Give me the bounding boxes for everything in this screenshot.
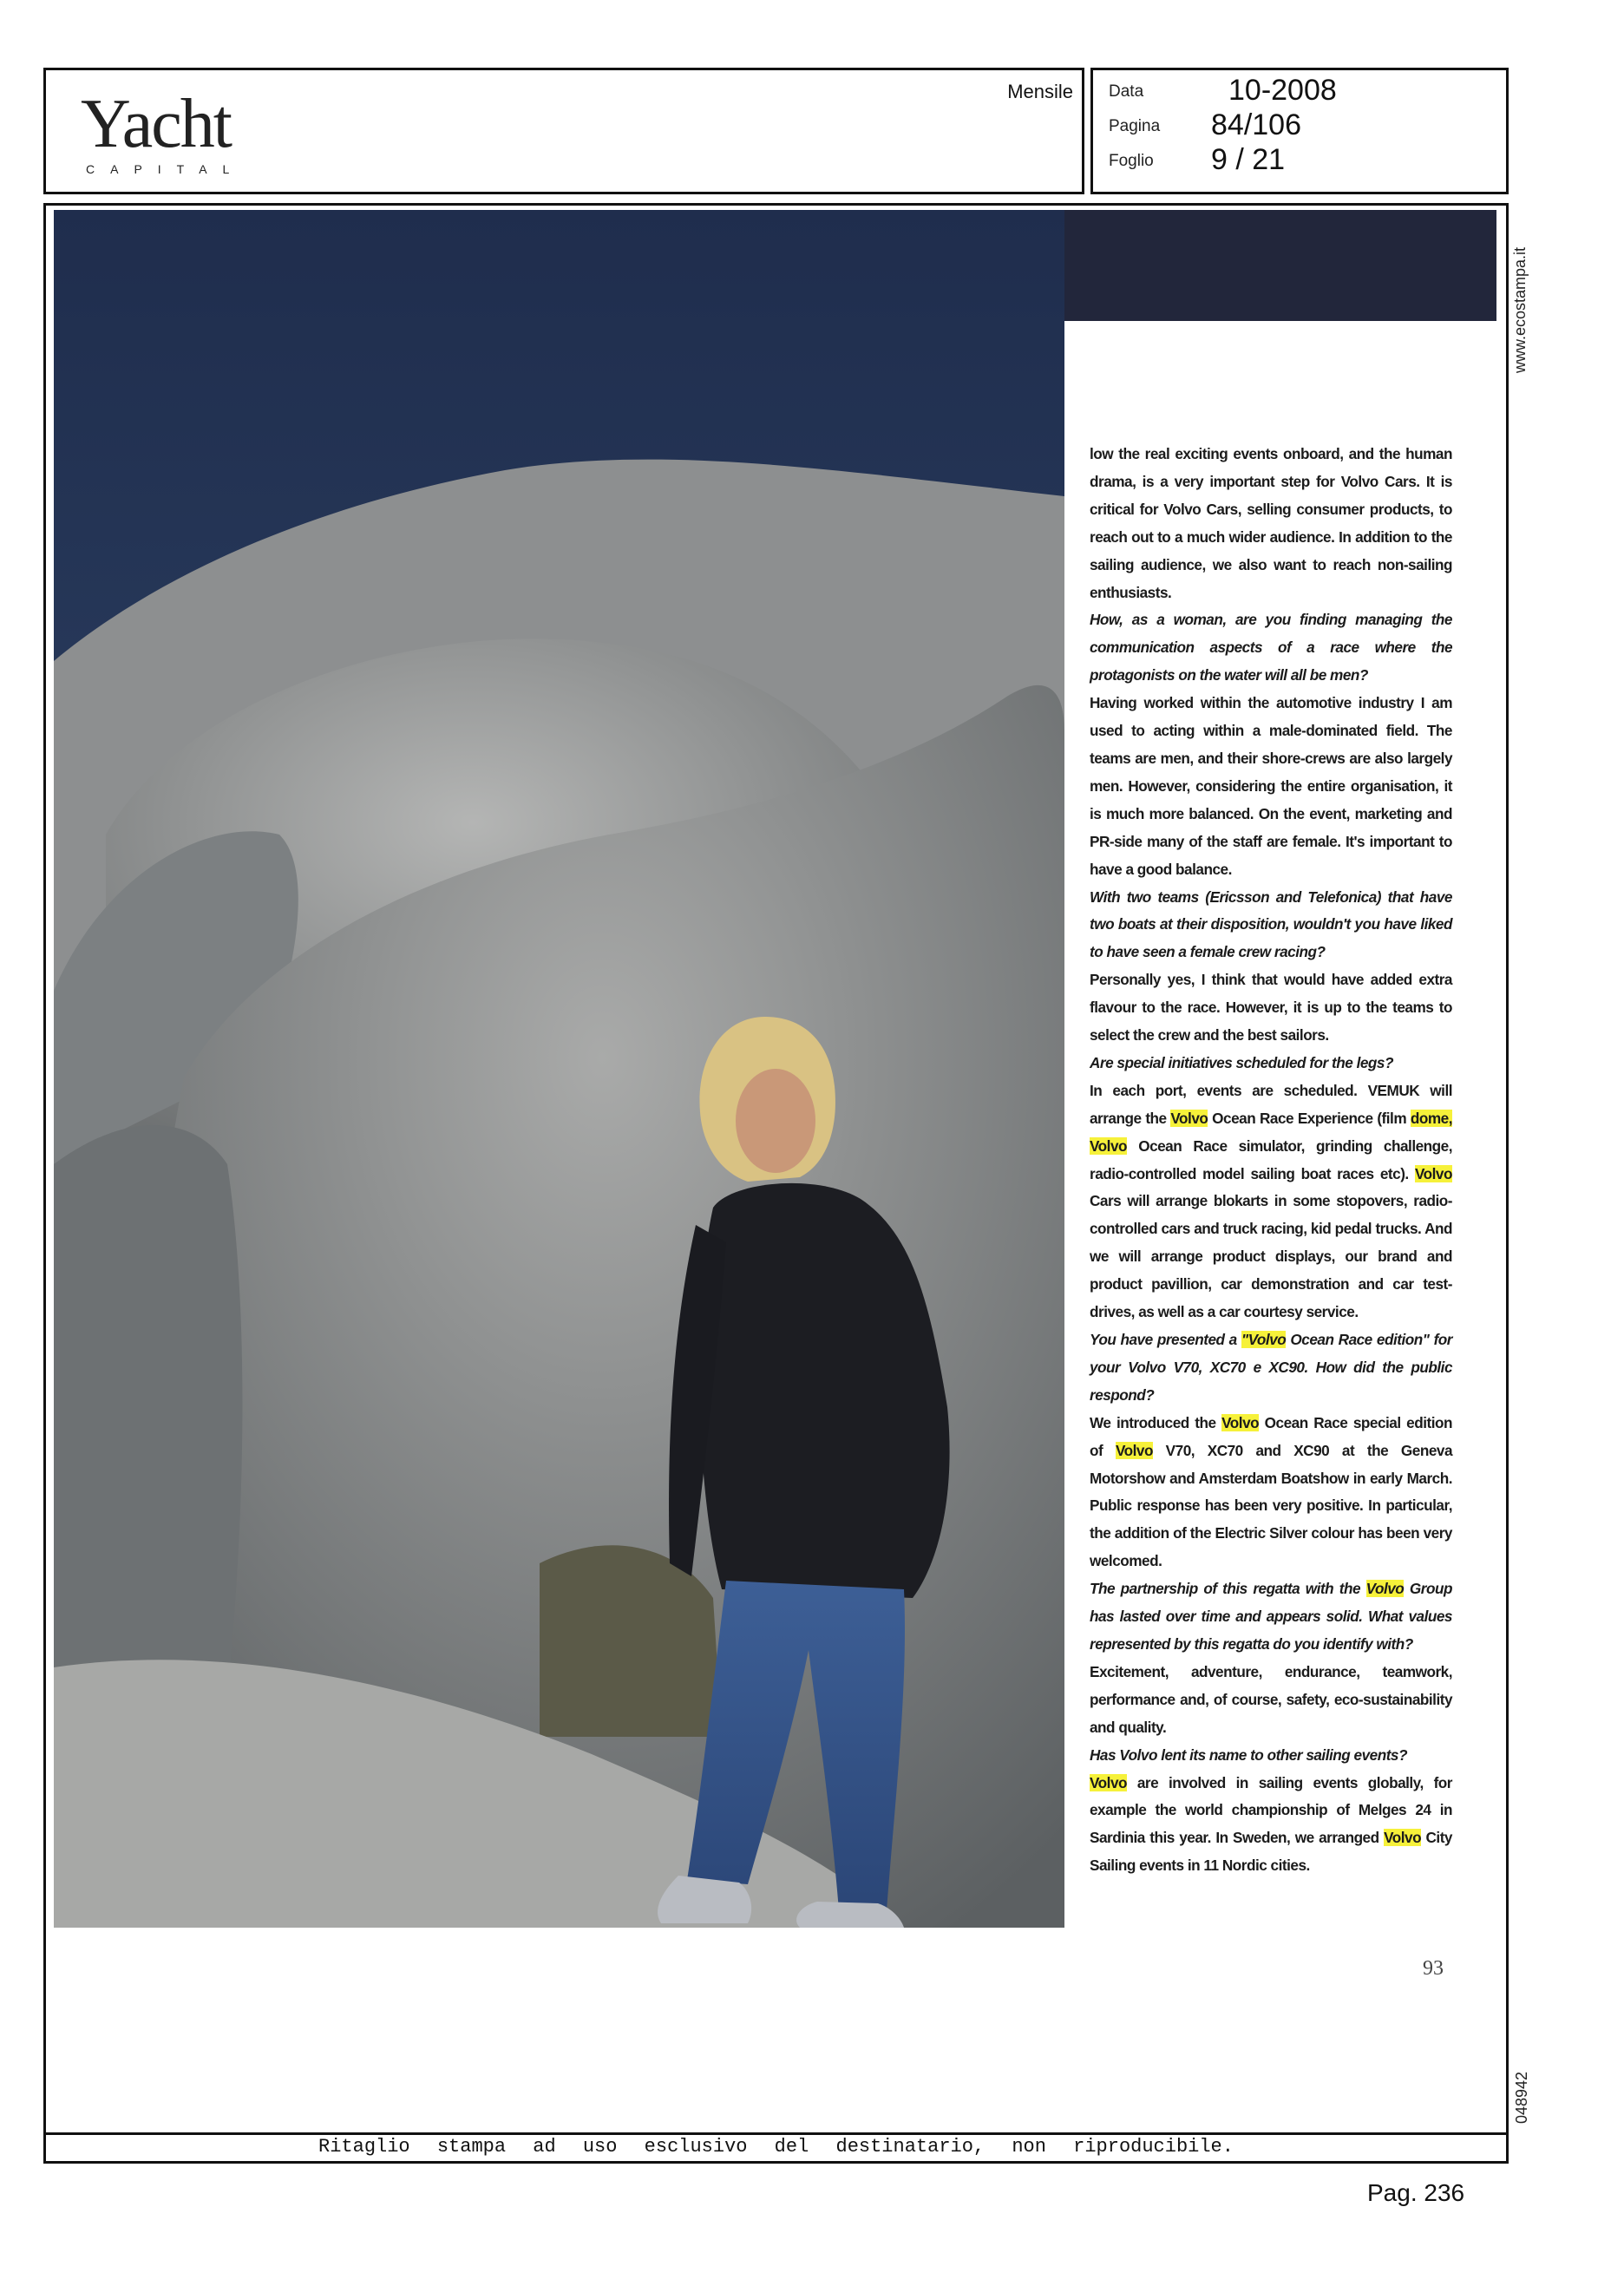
interview-question-3: Are special initiatives scheduled for the legs?: [1090, 1053, 1393, 1071]
magazine-page-number: 93: [1423, 1957, 1444, 1980]
highlight-volvo: Volvo: [1090, 1773, 1128, 1791]
article-paragraph-7: Volvo are involved in sailing events globally, for example the world championship of Melges 24 in Sardinia this year. In Sweden, we arranged Volvo City Sailing events in 11 Nordic cities.: [1090, 1773, 1452, 1875]
highlight-volvo: Volvo: [1384, 1829, 1422, 1847]
periodicity-label: Mensile: [1007, 81, 1073, 102]
highlight-volvo: "Volvo: [1241, 1331, 1287, 1348]
highlight-volvo: Volvo: [1414, 1164, 1452, 1182]
interview-question-2: With two teams (Ericsson and Telefonica) that have two boats at their disposition, wouldn't you have liked to have seen a female crew racing?: [1090, 887, 1452, 961]
side-url: www.ecostampa.it: [1511, 246, 1529, 373]
article-paragraph-6: Excitement, adventure, endurance, teamwork, performance and, of course, safety, eco-sustainability and quality.: [1090, 1662, 1452, 1736]
highlight-volvo: Volvo: [1221, 1413, 1260, 1431]
footer-divider: [43, 2132, 1509, 2135]
magazine-logo-subtitle: CAPITAL: [86, 162, 246, 176]
article-paragraph-2: Having worked within the automotive industry I am used to acting within a male-dominated field. The teams are men, and their shore-crews are also largely men. However, considering the entire organisation, it is much more balanced. On the event, marketing and PR-side many of the staff are female. It's important to have a good balance.: [1090, 694, 1452, 878]
footer-disclaimer: Ritaglio stampa ad uso esclusivo del destinatario, non riproducibile.: [318, 2136, 1234, 2158]
meta-value-page: 84/106: [1211, 108, 1301, 141]
meta-label-page: Pagina: [1109, 117, 1161, 135]
article-paragraph-4: In each port, events are scheduled. VEMUK will arrange the Volvo Ocean Race Experience (film dome, Volvo Ocean Race simulator, grinding challenge, radio-controlled model sailing boat races etc). Volvo Cars will arrange blokarts in some stopovers, radio-controlled cars and truck racing, kid pedal trucks. And we will arrange product displays, our brand and product pavillion, car demonstration and car test-drives, as well as a car courtesy service.: [1090, 1081, 1452, 1321]
magazine-logo: Yacht: [81, 86, 232, 162]
meta-label-sheet: Foglio: [1109, 152, 1154, 170]
meta-row-date: [1109, 74, 1490, 108]
meta-row-page: [1109, 108, 1490, 143]
highlight-volvo: dome, Volvo: [1090, 1109, 1452, 1155]
meta-value-sheet: 9 / 21: [1211, 143, 1286, 176]
interview-question-1: How, as a woman, are you finding managing the communication aspects of a race where the protagonists on the water will all be men?: [1090, 611, 1452, 684]
meta-row-sheet: [1109, 143, 1490, 178]
article-body: [1090, 441, 1452, 1880]
header-metadata-box: [1090, 68, 1509, 194]
photo-top-band: [1064, 210, 1496, 321]
highlight-volvo: Volvo: [1115, 1441, 1153, 1459]
article-paragraph-5: We introduced the Volvo Ocean Race special edition of Volvo V70, XC70 and XC90 at the Geneva Motorshow and Amsterdam Boatshow in early March. Public response has been very positive. In particular, the addition of the Electric Silver colour has been very welcomed.: [1090, 1413, 1452, 1570]
portrait-photo: [54, 210, 1064, 1928]
article-paragraph-3: Personally yes, I think that would have added extra flavour to the race. However, it is up to the teams to select the crew and the best sailors.: [1090, 971, 1452, 1045]
photo-illustration: [54, 210, 1064, 1928]
archive-page-label: Pag. 236: [1367, 2179, 1465, 2206]
meta-value-date: 10-2008: [1228, 74, 1337, 107]
article-paragraph-1: low the real exciting events onboard, and the human drama, is a very important step for Volvo Cars. It is critical for Volvo Cars, selling consumer products, to reach out to a much wider audience. In addition to the sailing audience, we also want to reach non-sailing enthusiasts.: [1090, 445, 1452, 601]
meta-label-date: Data: [1109, 82, 1144, 101]
highlight-volvo: Volvo: [1365, 1580, 1405, 1598]
interview-question-4: You have presented a "Volvo Ocean Race edition" for your Volvo V70, XC70 e XC90. How did the public respond?: [1090, 1331, 1452, 1404]
interview-question-6: Has Volvo lent its name to other sailing events?: [1090, 1745, 1407, 1764]
interview-question-5: The partnership of this regatta with the Volvo Group has lasted over time and appears solid. What values represented by this regatta do you identify with?: [1090, 1580, 1452, 1653]
highlight-volvo: Volvo: [1170, 1109, 1208, 1127]
header-masthead-box: [43, 68, 1084, 194]
side-archive-code: 048942: [1513, 2071, 1530, 2124]
